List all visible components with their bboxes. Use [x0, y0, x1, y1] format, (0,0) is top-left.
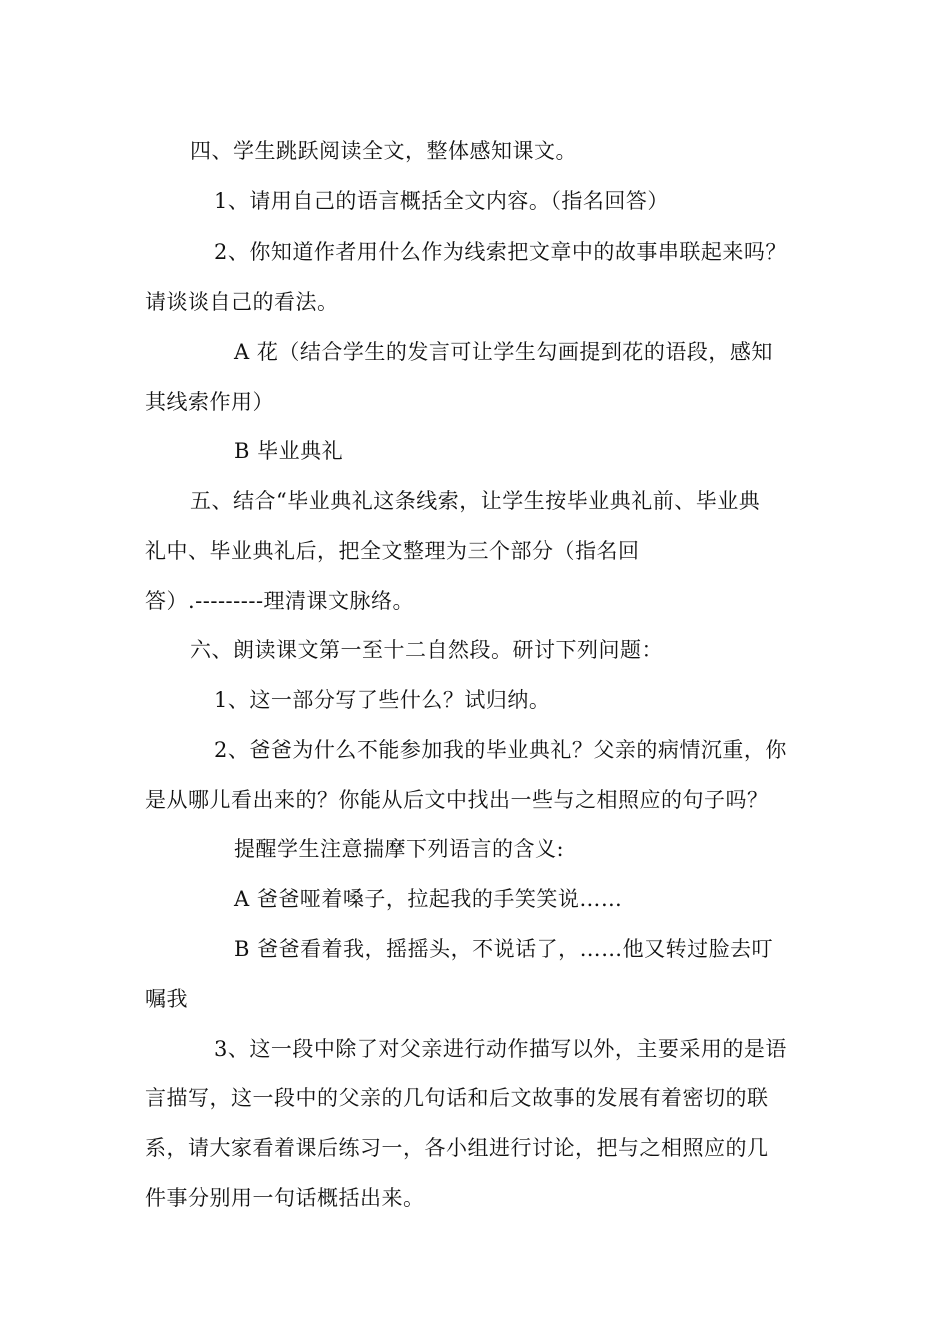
answer-a-line-2: 其线索作用） — [145, 390, 274, 414]
six-question-2-line-2: 是从哪儿看出来的？你能从后文中找出一些与之相照应的句子吗？ — [145, 788, 769, 812]
six-question-3-line-4: 件事分别用一句话概括出来。 — [145, 1186, 425, 1210]
six-question-3-line-2: 言描写，这一段中的父亲的几句话和后文故事的发展有着密切的联 — [145, 1086, 769, 1110]
heading-five-line-2: 礼中、毕业典礼后，把全文整理为三个部分（指名回 — [145, 539, 640, 563]
six-question-2-line-1: 2、爸爸为什么不能参加我的毕业典礼？父亲的病情沉重，你 — [214, 738, 787, 762]
quote-b-line-1: B 爸爸看着我，摇摇头，不说话了，……他又转过脸去叮 — [234, 937, 774, 961]
heading-five-line-3: 答）.---------理清课文脉络。 — [145, 589, 415, 613]
heading-five-line-1: 五、结合“毕业典礼这条线索，让学生按毕业典礼前、毕业典 — [190, 489, 761, 513]
question-2-line-1: 2、你知道作者用什么作为线索把文章中的故事串联起来吗？ — [214, 240, 787, 264]
quote-b-line-2: 嘱我 — [145, 987, 188, 1011]
question-2-line-2: 请谈谈自己的看法。 — [145, 290, 339, 314]
heading-six: 六、朗读课文第一至十二自然段。研讨下列问题： — [190, 638, 663, 662]
reminder: 提醒学生注意揣摩下列语言的含义: — [234, 837, 565, 861]
heading-four: 四、学生跳跃阅读全文，整体感知课文。 — [190, 139, 577, 163]
six-question-1: 1、这一部分写了些什么？试归纳。 — [214, 688, 551, 712]
question-1: 1、请用自己的语言概括全文内容。（指名回答） — [214, 189, 669, 213]
six-question-3-line-3: 系，请大家看着课后练习一，各小组进行讨论，把与之相照应的几 — [145, 1136, 769, 1160]
answer-a-line-1: A 花（结合学生的发言可让学生勾画提到花的语段，感知 — [234, 340, 773, 364]
six-question-3-line-1: 3、这一段中除了对父亲进行动作描写以外，主要采用的是语 — [214, 1037, 787, 1061]
quote-a: A 爸爸哑着嗓子，拉起我的手笑笑说…… — [234, 887, 623, 911]
answer-b: B 毕业典礼 — [234, 439, 344, 463]
